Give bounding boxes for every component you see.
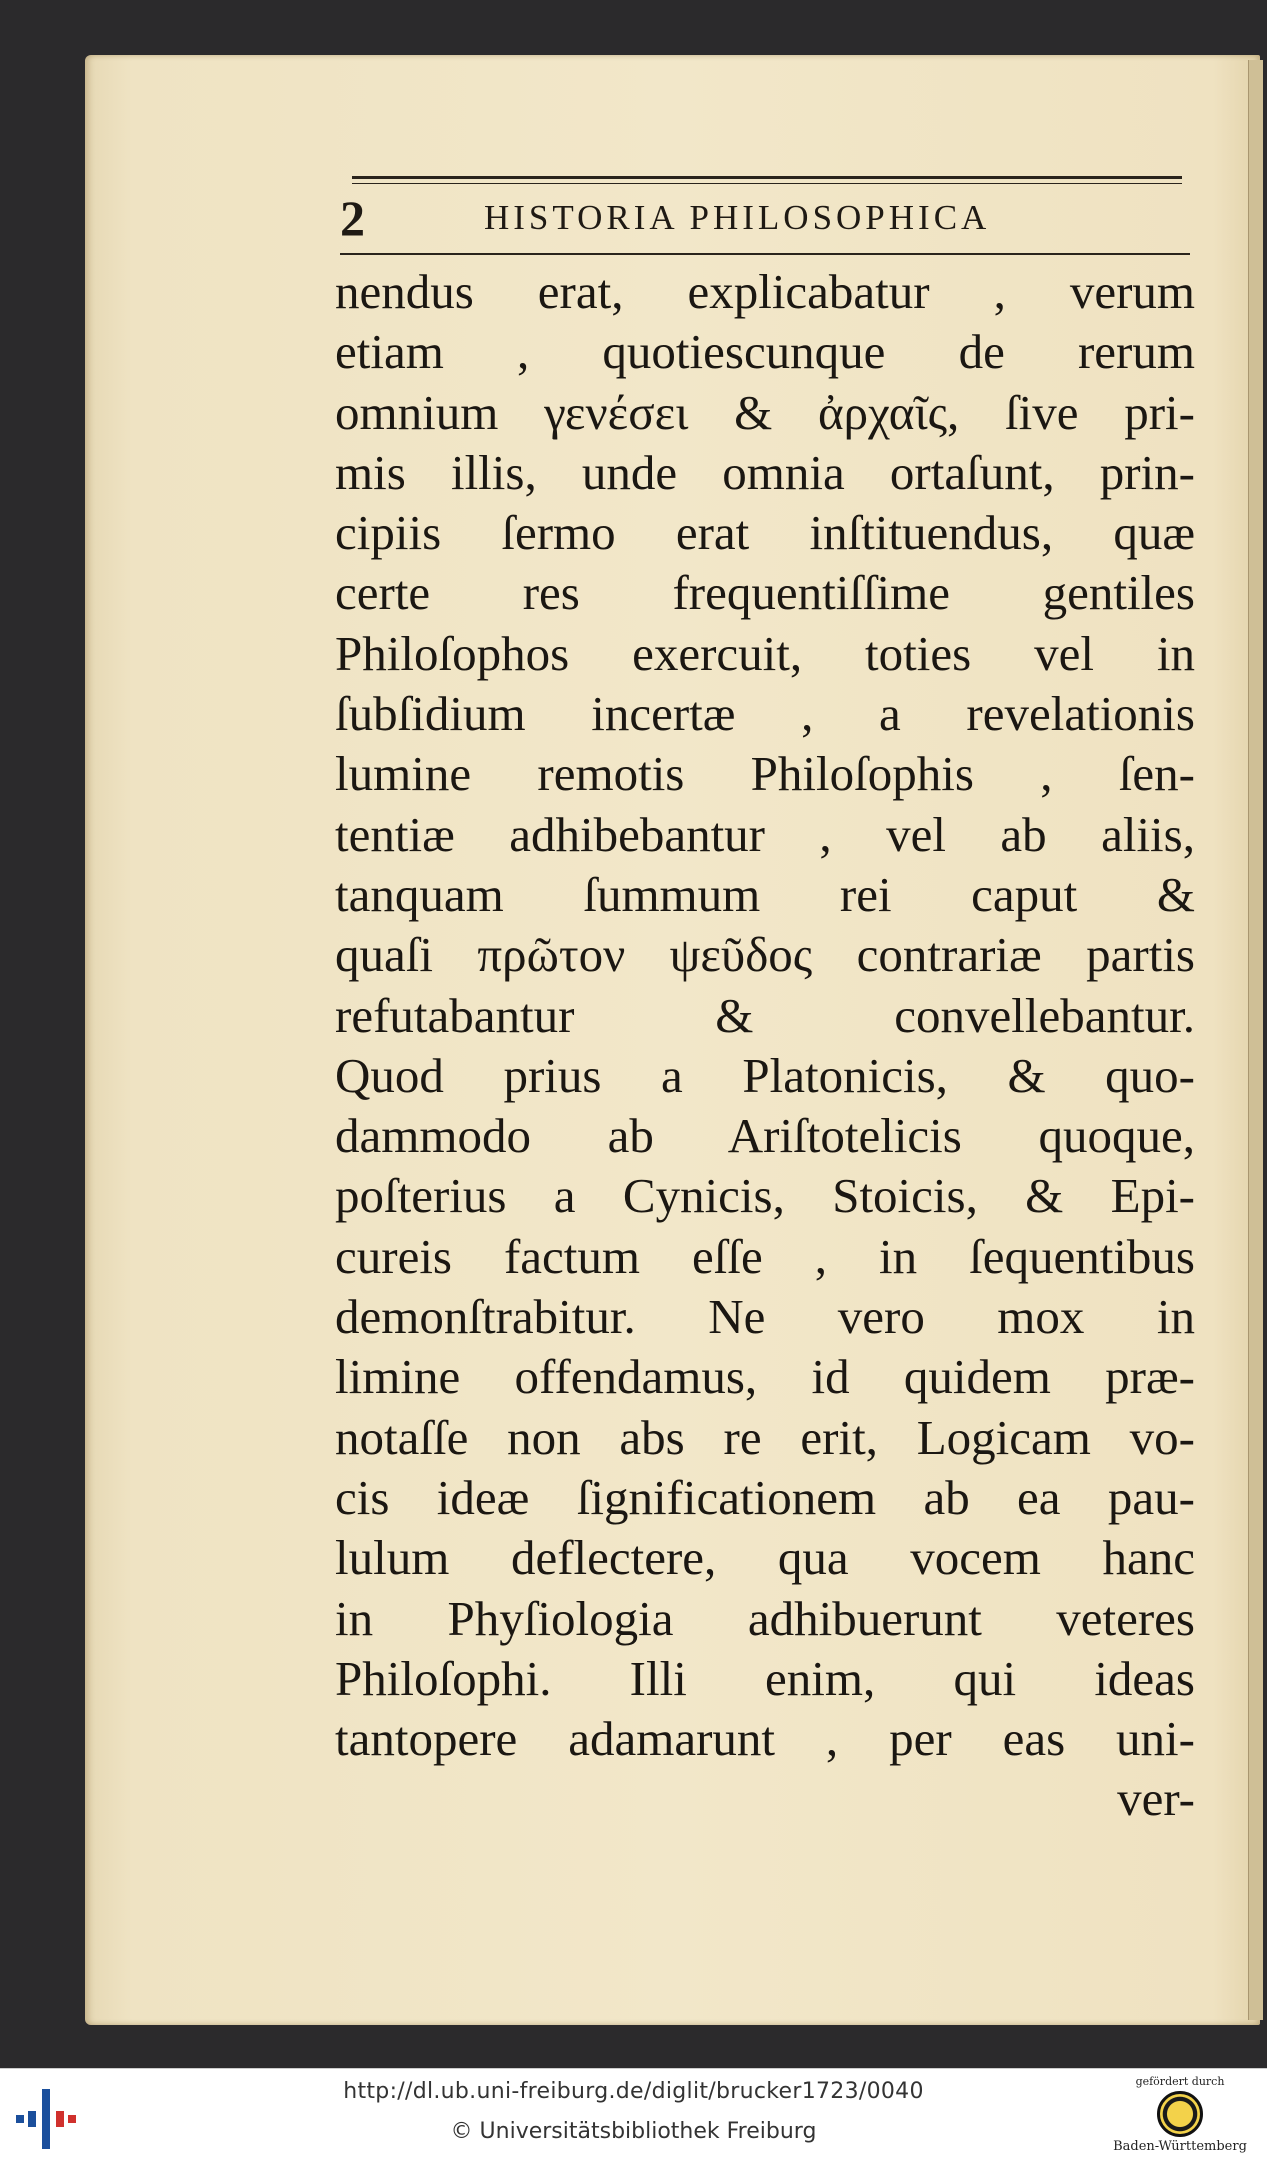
page-header [340,190,1190,246]
text-line: tentiæ adhibebantur , vel ab aliis, [335,806,1195,862]
text-line: Philoſophi. Illi enim, qui ideas [335,1650,1195,1706]
running-head: HISTORIA PHILOSOPHICA [484,198,991,237]
text-line: cureis factum eſſe , in ſequentibus [335,1228,1195,1284]
sponsor-block [1100,2075,1260,2161]
text-line: Quod prius a Platonicis, & quo- [335,1047,1195,1103]
text-line: Philoſophos exercuit, toties vel in [335,625,1195,681]
text-line: tantopere adamarunt , per eas uni- [335,1711,1195,1767]
viewer-footer [0,2068,1267,2163]
header-rule-top [352,176,1182,184]
permalink-url[interactable]: http://dl.ub.uni-freiburg.de/diglit/brucker1723/0040 [343,2079,924,2104]
text-line: poſterius a Cynicis, Stoicis, & Epi- [335,1168,1195,1224]
text-line: ſubſidium incertæ , a revelationis [335,686,1195,742]
text-line: cis ideæ ſignificationem ab ea pau- [335,1469,1195,1525]
text-line: etiam , quotiescunque de rerum [335,324,1195,380]
header-rule-bottom [340,253,1190,255]
page-edge [1248,60,1263,2020]
text-line: demonſtrabitur. Ne vero mox in [335,1289,1195,1345]
text-line: nendus erat, explicabatur , verum [335,264,1195,319]
text-line: quaſi πρῶτον ψεῦδος contrariæ partis [335,927,1195,983]
text-line: notaſſe non abs re erit, Logicam vo- [335,1409,1195,1465]
sponsor-name: Baden-Württemberg [1113,2139,1247,2154]
text-line: mis illis, unde omnia ortaſunt, prin- [335,444,1195,500]
text-line: certe res frequentiſſime gentiles [335,565,1195,621]
text-line: refutabantur & convellebantur. [335,987,1195,1043]
state-seal-icon [1157,2091,1203,2137]
text-line: cipiis ſermo erat inſtituendus, quæ [335,505,1195,561]
catchword: ver- [1117,1771,1195,1827]
body-text [335,262,1195,1830]
text-line: omnium γενέσει & ἀρχαῖς, ſive pri- [335,384,1195,440]
text-line: in Phyſiologia adhibuerunt veteres [335,1590,1195,1646]
sponsor-label: gefördert durch [1135,2075,1225,2088]
text-line: limine offendamus, id quidem præ- [335,1349,1195,1405]
page-number: 2 [340,190,365,246]
text-line: tanquam ſummum rei caput & [335,866,1195,922]
text-line: lumine remotis Philoſophis , ſen- [335,746,1195,802]
text-line: lulum deflectere, qua vocem hanc [335,1530,1195,1586]
text-line: dammodo ab Ariſtotelicis quoque, [335,1108,1195,1164]
copyright-notice: © Universitätsbibliothek Freiburg [450,2119,817,2144]
